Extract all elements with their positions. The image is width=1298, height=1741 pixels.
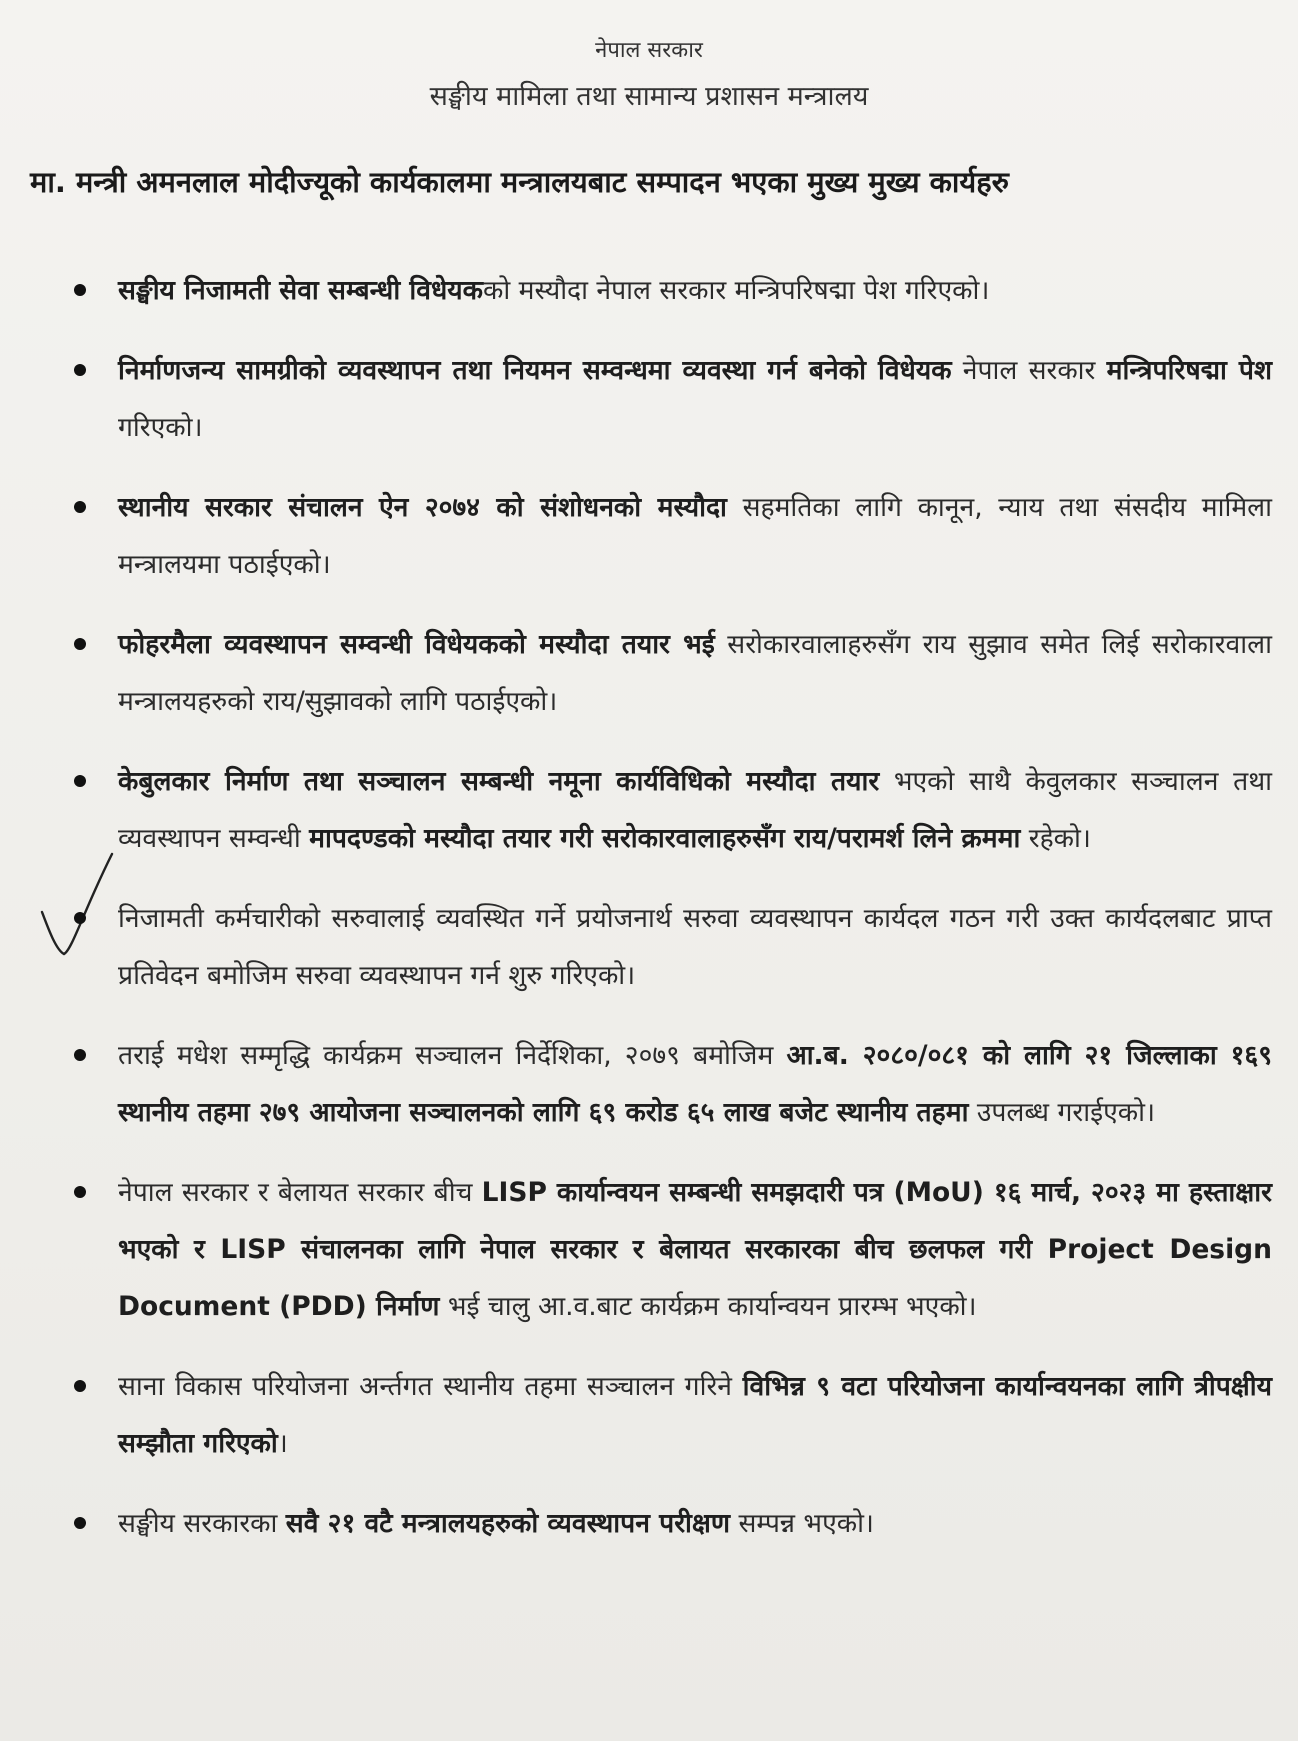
item-bold-text: निर्माणजन्य सामग्रीको व्यवस्थापन तथा नियमन सम्वन्धमा व्यवस्था गर्न बनेको विधेयक: [118, 355, 952, 386]
item-bold-text: मापदण्डको मस्यौदा तयार गरी सरोकारवालाहरुसँग राय/परामर्श लिने क्रममा: [309, 823, 1021, 854]
item-text: तराई मधेश सम्मृद्धि कार्यक्रम सञ्चालन निर्देशिका, २०७९ बमोजिम: [118, 1040, 787, 1071]
list-item: [72, 890, 1272, 1004]
list-item: [72, 753, 1272, 867]
item-text: रहेको।: [1020, 823, 1091, 854]
item-bold-text: सवै २१ वटै मन्त्रालयहरुको व्यवस्थापन परीक्षण: [285, 1508, 731, 1539]
item-text: सङ्घीय सरकारका: [118, 1508, 286, 1539]
bullet-icon: [74, 775, 86, 787]
item-text: सरोकारवालाहरुसँग राय सुझाव समेत लिई सरोकारवाला मन्त्रालयहरुको राय/सुझावको लागि पठाईएको।: [118, 629, 1272, 717]
item-bold-text: LISP कार्यान्वयन सम्बन्धी समझदारी पत्र (MoU) १६ मार्च, २०२३ मा हस्ताक्षार भएको र LISP संचालनका लागि नेपाल सरकार र बेलायत सरकारका बीच छलफल गरी Project Design Document (PDD) निर्माण: [118, 1177, 1272, 1322]
list-item: [72, 342, 1272, 456]
list-item: [72, 262, 1272, 319]
bullet-icon: [74, 638, 86, 650]
item-text: सम्पन्न भएको।: [730, 1508, 874, 1539]
bullet-icon: [74, 1380, 86, 1392]
list-item: [72, 616, 1272, 730]
item-text: भएको साथै केवुलकार सञ्चालन तथा व्यवस्थापन सम्वन्धी: [118, 766, 1273, 854]
item-text: को मस्यौदा नेपाल सरकार मन्त्रिपरिषद्मा पेश गरिएको।: [483, 275, 990, 306]
item-bold-text: केबुलकार निर्माण तथा सञ्चालन सम्बन्धी नमूना कार्यविधिको मस्यौदा तयार: [118, 766, 880, 797]
bullet-icon: [74, 501, 86, 513]
item-text: नेपाल सरकार: [951, 355, 1107, 386]
item-text: निजामती कर्मचारीको सरुवालाई व्यवस्थित गर्ने प्रयोजनार्थ सरुवा व्यवस्थापन कार्यदल गठन गरी उक्त कार्यदलबाट प्राप्त प्रतिवेदन बमोजिम सरुवा व्यवस्थापन गर्न शुरु गरिएको।: [118, 903, 1272, 991]
bullet-icon: [74, 364, 86, 376]
item-text: नेपाल सरकार र बेलायत सरकार बीच: [118, 1177, 482, 1208]
item-text: सहमतिका लागि कानून, न्याय तथा संसदीय मामिला मन्त्रालयमा पठाईएको।: [118, 492, 1272, 580]
bullet-icon: [74, 1186, 86, 1198]
bullet-icon: [74, 1517, 86, 1529]
item-bold-text: स्थानीय सरकार संचालन ऐन २०७४ को संशोधनको मस्यौदा: [118, 492, 727, 523]
item-text: भई चालु आ.व.बाट कार्यक्रम कार्यान्वयन प्रारम्भ भएको।: [439, 1291, 977, 1322]
list-item: [72, 1495, 1272, 1552]
government-name: नेपाल सरकार: [595, 38, 703, 63]
item-bold-text: मन्त्रिपरिषद्मा पेश: [1106, 355, 1273, 386]
achievements-list: [72, 262, 1272, 1575]
item-text: ।: [277, 1428, 288, 1459]
item-bold-text: आ.ब. २०८०/०८१ को लागि २१ जिल्लाका १६९ स्थानीय तहमा २७९ आयोजना सञ्चालनको लागि ६९ करोड ६५ लाख बजेट स्थानीय तहमा: [118, 1040, 1272, 1128]
item-bold-text: विभिन्न ९ वटा परियोजना कार्यान्वयनका लागि त्रीपक्षीय सम्झौता गरिएको: [118, 1371, 1273, 1459]
item-text: उपलब्ध गराईएको।: [968, 1097, 1155, 1128]
list-item: [72, 1164, 1272, 1335]
item-bold-text: सङ्घीय निजामती सेवा सम्बन्धी विधेयक: [118, 275, 484, 306]
item-bold-text: फोहरमैला व्यवस्थापन सम्वन्धी विधेयकको मस्यौदा तयार भई: [118, 629, 715, 660]
list-item: [72, 479, 1272, 593]
list-item: [72, 1027, 1272, 1141]
bullet-icon: [74, 1049, 86, 1061]
document-title: मा. मन्त्री अमनलाल मोदीज्यूको कार्यकालमा मन्त्रालयबाट सम्पादन भएका मुख्य मुख्य कार्यहरु: [30, 165, 1009, 199]
bullet-icon: [74, 284, 86, 296]
item-text: साना विकास परियोजना अर्न्तगत स्थानीय तहमा सञ्चालन गरिने: [118, 1371, 743, 1402]
item-text: गरिएको।: [118, 412, 203, 443]
list-item: [72, 1358, 1272, 1472]
ministry-name: सङ्घीय मामिला तथा सामान्य प्रशासन मन्त्रालय: [429, 81, 869, 112]
bullet-icon: [74, 912, 86, 924]
